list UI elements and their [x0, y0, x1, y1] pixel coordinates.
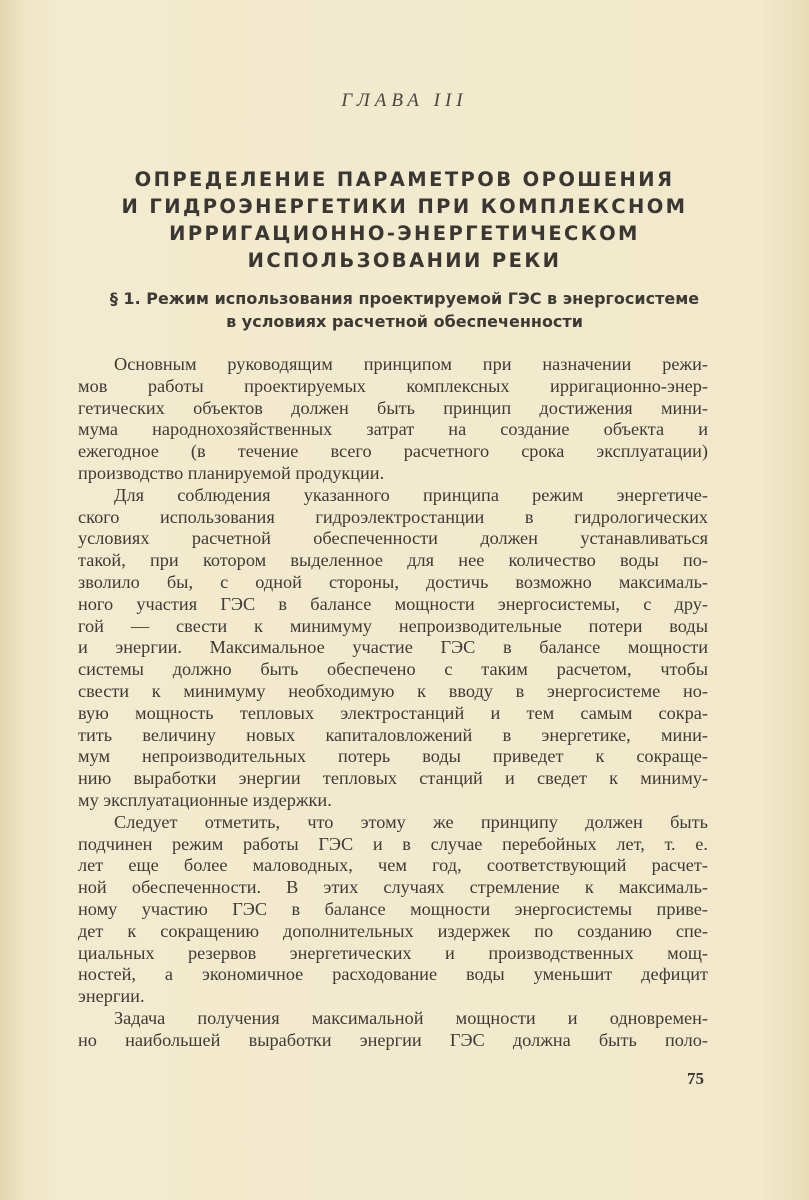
text-line: ного участия ГЭС в балансе мощности энергосистемы, с дру-	[78, 593, 708, 614]
text-line: такой, при котором выделенное для нее количество воды по-	[78, 550, 708, 571]
text-line: тить величину новых капиталовложений в энергетике, мини-	[78, 724, 708, 745]
text-line: ежегодное (в течение всего расчетного срока эксплуатации)	[78, 441, 708, 462]
chapter-heading: ГЛАВА III	[341, 90, 468, 111]
text-line: мов работы проектируемых комплексных ирригационно-энер-	[78, 375, 708, 396]
text-line: Основным руководящим принципом при назначении режи-	[114, 354, 708, 374]
text-line: ностей, а экономичное расходование воды уменьшит дефицит	[78, 964, 708, 985]
text-line: мум непроизводительных потерь воды приведет к сокраще-	[78, 746, 708, 767]
text-line: ского использования гидроэлектростанции в гидрологических	[78, 506, 708, 527]
body-text	[78, 354, 708, 1052]
section-heading-line: в условиях расчетной обеспеченности	[226, 312, 583, 331]
text-line: нию выработки энергии тепловых станций и сведет к миниму-	[78, 768, 708, 789]
text-line: лет еще более маловодных, чем год, соответствующий расчет-	[78, 855, 708, 876]
text-line: дет к сокращению дополнительных издержек по созданию спе-	[78, 920, 708, 941]
text-line: гетических объектов должен быть принцип достижения мини-	[78, 397, 708, 418]
text-line: мума народнохозяйственных затрат на создание объекта и	[78, 419, 708, 440]
chapter-title	[0, 166, 809, 274]
chapter-title-line: ИРРИГАЦИОННО-ЭНЕРГЕТИЧЕСКОМ	[169, 222, 640, 245]
page-number: 75	[687, 1069, 704, 1088]
chapter-title-line: ОПРЕДЕЛЕНИЕ ПАРАМЕТРОВ ОРОШЕНИЯ	[134, 168, 675, 191]
text-line: Следует отметить, что этому же принципу должен быть	[114, 811, 708, 832]
text-line: подчинен режим работы ГЭС и в случае перебойных лет, т. е.	[78, 833, 708, 854]
chapter-title-line: ИСПОЛЬЗОВАНИИ РЕКИ	[247, 249, 562, 272]
section-heading	[0, 287, 809, 333]
text-line: условиях расчетной обеспеченности должен устанавливаться	[78, 528, 708, 549]
text-line: Для соблюдения указанного принципа режим энергетиче-	[114, 484, 708, 505]
section-heading-line: § 1. Режим использования проектируемой ГЭС в энергосистеме	[109, 289, 700, 308]
text-line: энергии.	[78, 986, 145, 1007]
chapter-title-line: И ГИДРОЭНЕРГЕТИКИ ПРИ КОМПЛЕКСНОМ	[121, 195, 688, 218]
text-line: свести к минимуму необходимую к вводу в энергосистеме но-	[78, 680, 708, 701]
text-line: ному участию ГЭС в балансе мощности энергосистемы приве-	[78, 898, 708, 919]
text-line: му эксплуатационные издержки.	[78, 789, 332, 810]
text-line: гой — свести к минимуму непроизводительные потери воды	[78, 615, 708, 636]
text-line: циальных резервов энергетических и производственных мощ-	[78, 942, 708, 963]
text-line: производство планируемой продукции.	[78, 462, 385, 483]
text-line: системы должно быть обеспечено с таким расчетом, чтобы	[78, 659, 708, 680]
text-line: ной обеспеченности. В этих случаях стремление к максималь-	[78, 877, 708, 898]
text-line: Задача получения максимальной мощности и одновремен-	[114, 1007, 708, 1028]
text-line: вую мощность тепловых электростанций и тем самым сокра-	[78, 702, 708, 723]
text-line: но наибольшей выработки энергии ГЭС должна быть поло-	[78, 1029, 708, 1050]
text-line: и энергии. Максимальное участие ГЭС в балансе мощности	[78, 637, 708, 658]
text-line: зволило бы, с одной стороны, достичь возможно максималь-	[78, 571, 708, 592]
